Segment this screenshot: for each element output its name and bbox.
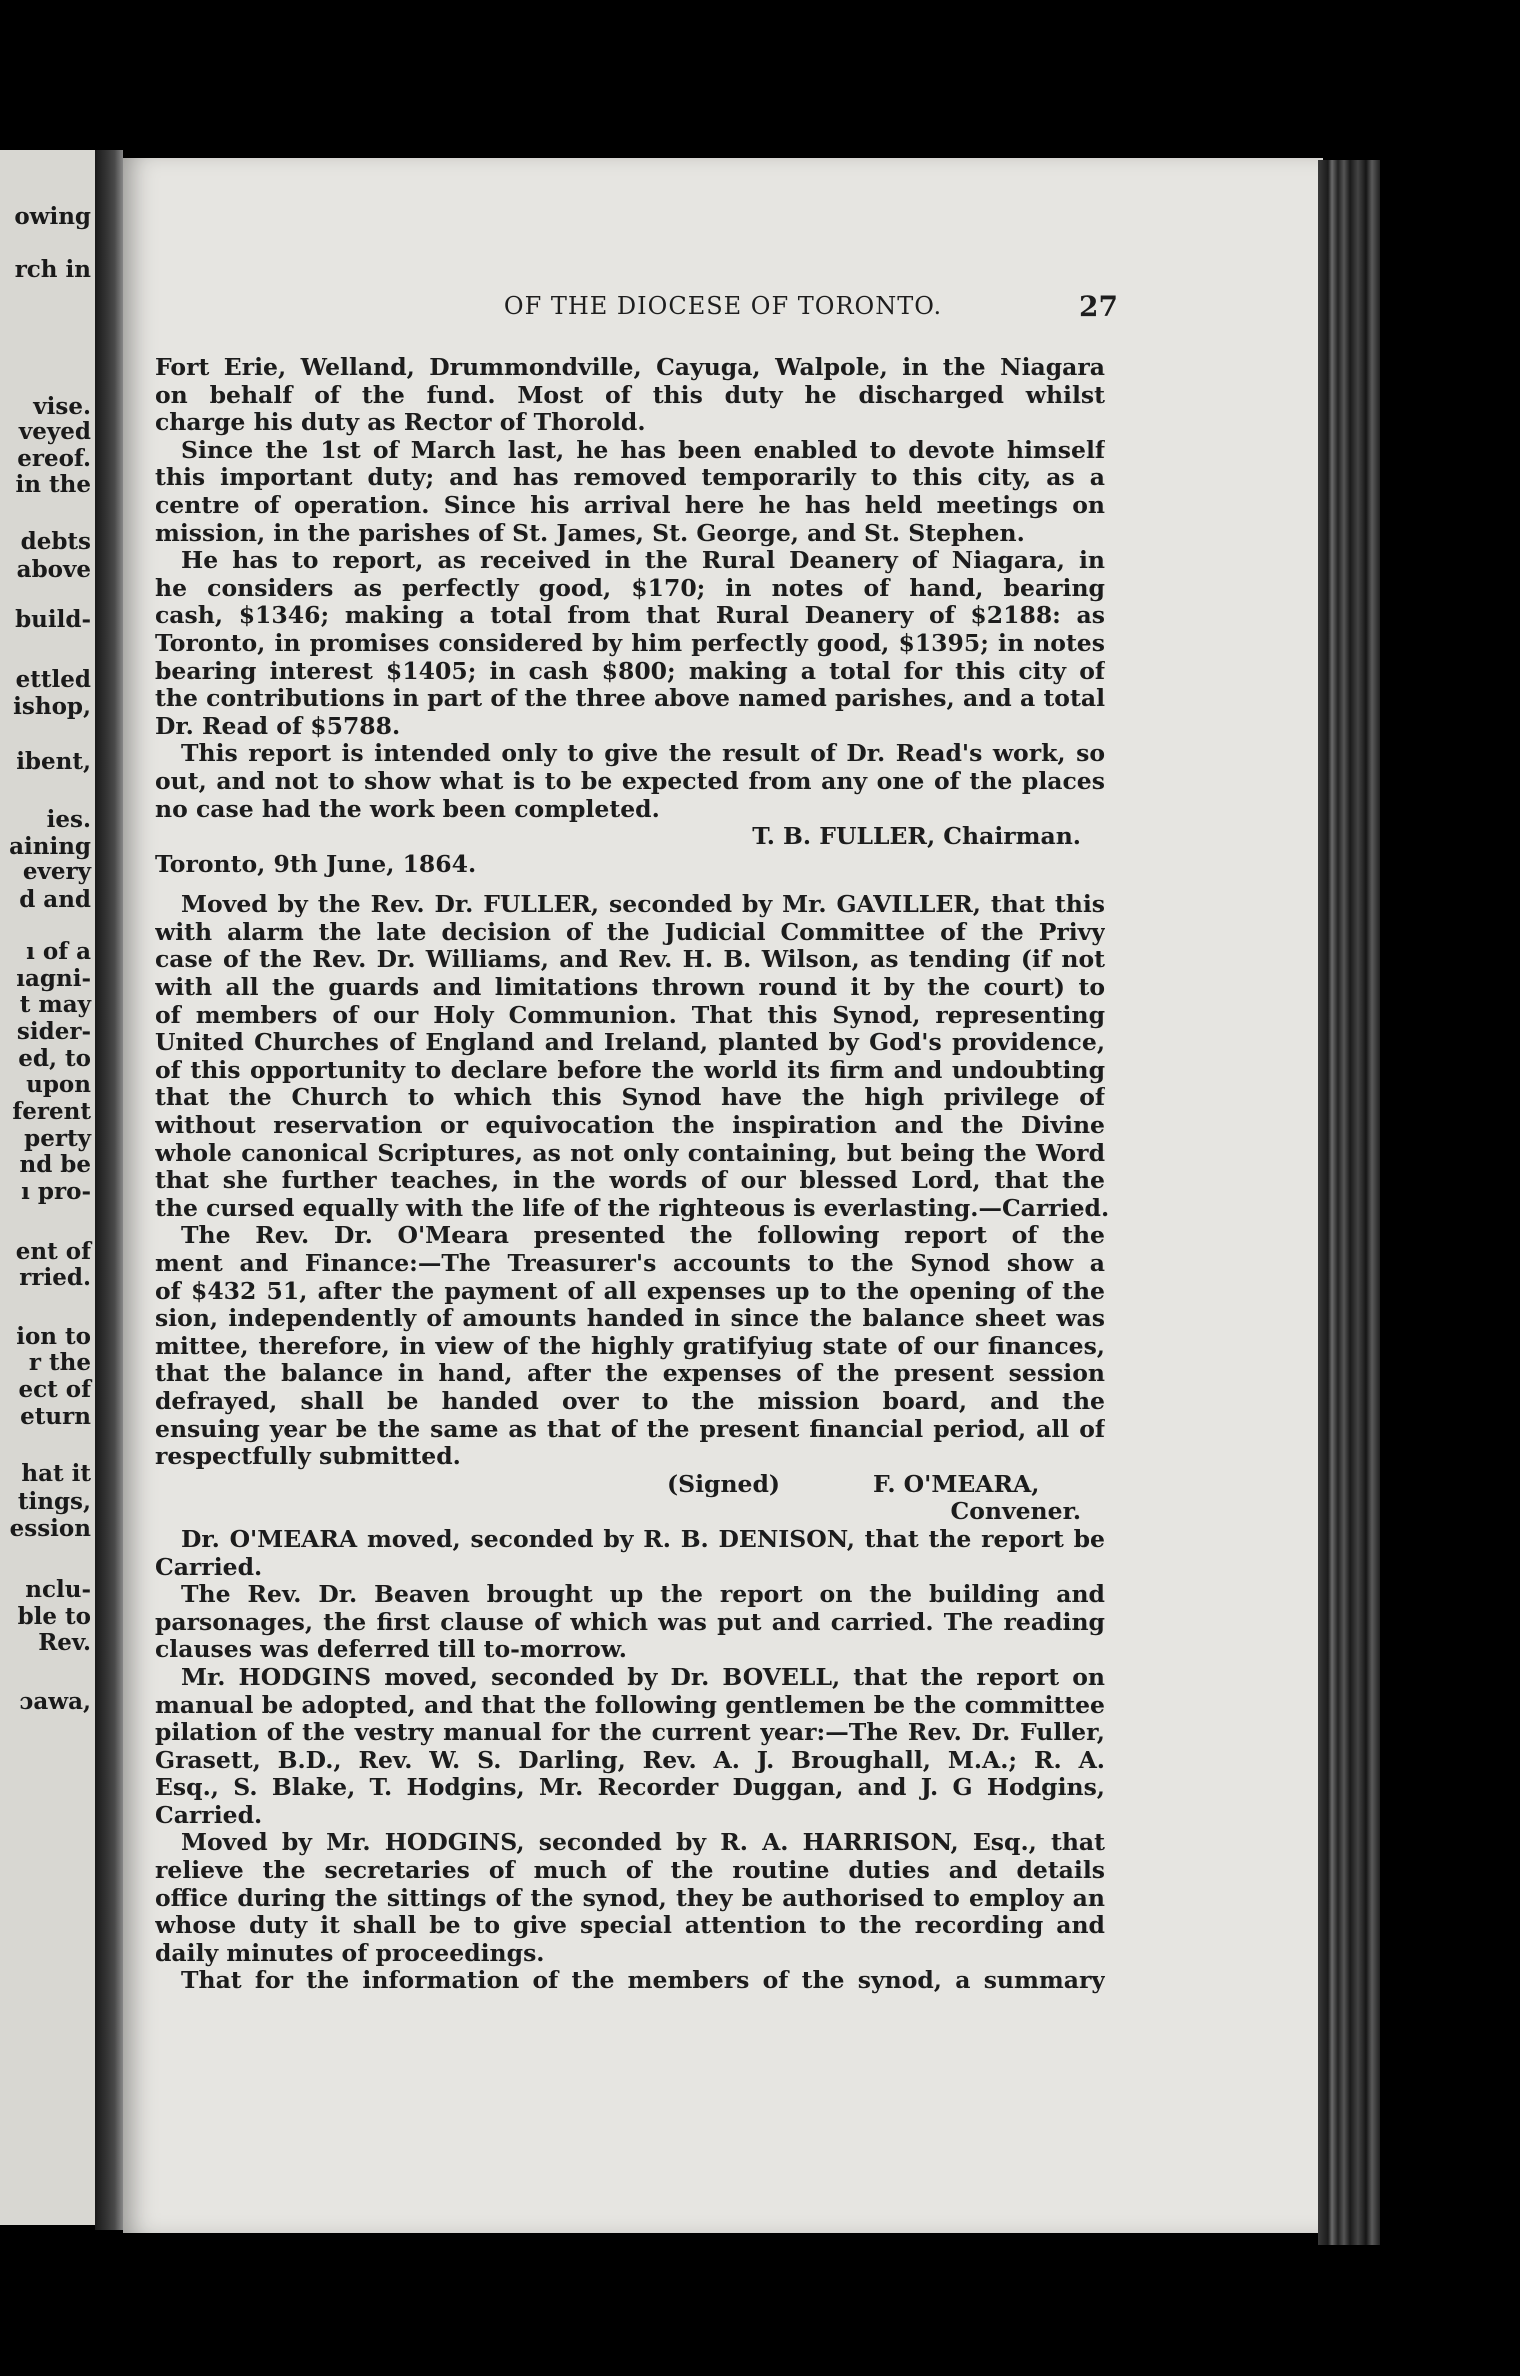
left-facing-page-fragment — [0, 150, 95, 2225]
text-line: Esq., S. Blake, T. Hodgins, Mr. Recorder Duggan, and J. G Hodgins, — [155, 1774, 1105, 1802]
text-line: respectfully submitted. — [155, 1442, 461, 1471]
text-line: whose duty it shall be to give special attention to the recording and — [155, 1912, 1105, 1940]
page-edge-stack — [1318, 160, 1380, 2245]
text-line: Fort Erie, Welland, Drummondville, Cayuga, Walpole, in the Niagara — [155, 354, 1105, 381]
text-line: cash, $1346; making a total from that Rural Deanery of $2188: as — [155, 602, 1105, 630]
left-page-text-fragment: Rev. — [38, 1629, 91, 1656]
left-page-text-fragment: hat it — [21, 1460, 91, 1487]
left-page-text-fragment: rried. — [19, 1264, 91, 1291]
left-page-text-fragment: upon — [26, 1071, 91, 1098]
left-page-text-fragment: d and — [19, 886, 91, 913]
text-line: daily minutes of proceedings. — [155, 1938, 545, 1967]
text-line: defrayed, shall be handed over to the mission board, and the — [155, 1387, 1105, 1415]
text-line: Moved by Mr. HODGINS, seconded by R. A. HARRISON, Esq., that — [181, 1829, 1105, 1857]
text-line: Since the 1st of March last, he has been enabled to devote himself — [181, 436, 1105, 464]
text-line: charge his duty as Rector of Thorold. — [155, 408, 646, 437]
left-page-text-fragment: ferent — [12, 1098, 91, 1125]
text-line: out, and not to show what is to be expected from any one of the places — [155, 767, 1105, 795]
text-line: Toronto, in promises considered by him perfectly good, $1395; in notes — [155, 629, 1105, 657]
left-page-text-fragment: ıagni- — [16, 965, 91, 992]
text-line: Grasett, B.D., Rev. W. S. Darling, Rev. A. J. Broughall, M.A.; R. A. — [155, 1746, 1105, 1774]
signatory-title: Convener. — [950, 1497, 1081, 1526]
text-line: mittee, therefore, in view of the highly gratifyiug state of our finances, — [155, 1332, 1105, 1360]
text-line: sion, independently of amounts handed in since the balance sheet was — [155, 1305, 1105, 1333]
left-page-text-fragment: ble to — [17, 1603, 91, 1630]
text-line: that the Church to which this Synod have the high privilege of — [155, 1084, 1105, 1112]
left-page-text-fragment: every — [22, 858, 91, 885]
text-line: whole canonical Scriptures, as not only containing, but being the Word — [155, 1139, 1105, 1167]
text-line: of $432 51, after the payment of all expenses up to the opening of the — [155, 1277, 1105, 1305]
text-line: Mr. HODGINS moved, seconded by Dr. BOVELL, that the report on — [181, 1663, 1105, 1691]
left-page-text-fragment: owing — [14, 203, 91, 230]
left-page-text-fragment: veyed — [18, 418, 91, 445]
text-line: Carried. — [155, 1800, 263, 1829]
left-page-text-fragment: debts — [20, 528, 91, 555]
report-date: Toronto, 9th June, 1864. — [155, 849, 477, 878]
main-page — [123, 158, 1323, 2233]
text-line: Carried. — [155, 1552, 263, 1581]
left-page-text-fragment: ɔawa, — [19, 1688, 91, 1715]
text-line: case of the Rev. Dr. Williams, and Rev. H. B. Wilson, as tending (if not — [155, 946, 1105, 974]
text-line: clauses was deferred till to-morrow. — [155, 1635, 627, 1664]
text-line: Dr. O'MEARA moved, seconded by R. B. DENISON, that the report be — [181, 1525, 1105, 1553]
text-line: of members of our Holy Communion. That this Synod, representing — [155, 1001, 1105, 1029]
left-page-text-fragment: above — [16, 556, 91, 583]
text-line: United Churches of England and Ireland, planted by God's providence, — [155, 1029, 1105, 1057]
report-signature: T. B. FULLER, Chairman. — [752, 822, 1081, 851]
left-page-text-fragment: build- — [15, 606, 91, 633]
text-line: with alarm the late decision of the Judicial Committee of the Privy — [155, 918, 1105, 946]
left-page-text-fragment: aining — [9, 833, 91, 860]
left-page-text-fragment: ı of a — [26, 938, 91, 965]
left-page-text-fragment: ishop, — [13, 693, 91, 720]
left-page-text-fragment: ect of — [18, 1376, 91, 1403]
text-line: bearing interest $1405; in cash $800; making a total for this city of — [155, 657, 1105, 685]
running-head: OF THE DIOCESE OF TORONTO. — [503, 292, 943, 320]
text-line: with all the guards and limitations thrown round it by the court) to — [155, 974, 1105, 1002]
left-page-text-fragment: ent of — [15, 1238, 91, 1265]
text-line: of this opportunity to declare before the world its firm and undoubting — [155, 1056, 1105, 1084]
left-page-text-fragment: in the — [15, 471, 91, 498]
text-line: Moved by the Rev. Dr. FULLER, seconded by Mr. GAVILLER, that this — [181, 891, 1105, 919]
page-text-body — [155, 354, 1110, 1995]
left-page-text-fragment: ion to — [16, 1323, 91, 1350]
text-line: pilation of the vestry manual for the current year:—The Rev. Dr. Fuller, — [155, 1719, 1105, 1747]
text-line: without reservation or equivocation the inspiration and the Divine — [155, 1112, 1105, 1140]
text-line: that the balance in hand, after the expenses of the present session — [155, 1360, 1105, 1388]
left-page-text-fragment: ed, to — [18, 1045, 91, 1072]
left-page-text-fragment: eturn — [20, 1403, 91, 1430]
text-line: the cursed equally with the life of the righteous is everlasting.—Carried. — [155, 1193, 1110, 1222]
left-page-text-fragment: tings, — [17, 1488, 91, 1515]
text-line: he considers as perfectly good, $170; in notes of hand, bearing — [155, 574, 1105, 602]
left-page-text-fragment: t may — [19, 991, 91, 1018]
left-page-text-fragment: ı pro- — [21, 1178, 91, 1205]
text-line: Dr. Read of $5788. — [155, 711, 401, 740]
left-page-text-fragment: ereof. — [17, 445, 91, 472]
text-line: the contributions in part of the three above named parishes, and a total — [155, 685, 1105, 713]
text-line: that she further teaches, in the words of our blessed Lord, that the — [155, 1167, 1105, 1195]
signature-line — [155, 1471, 1105, 1499]
text-line: That for the information of the members of the synod, a summary — [181, 1967, 1105, 1995]
signatory-name: F. O'MEARA, — [873, 1469, 1040, 1498]
left-page-text-fragment: sider- — [16, 1018, 91, 1045]
left-page-text-fragment: ession — [9, 1515, 91, 1542]
left-page-text-fragment: perty — [24, 1125, 91, 1152]
book-gutter-shadow — [95, 150, 123, 2230]
left-page-text-fragment: nd be — [19, 1151, 91, 1178]
left-page-text-fragment: vise. — [33, 393, 91, 420]
text-line: manual be adopted, and that the following gentlemen be the committee — [155, 1691, 1105, 1719]
text-line: parsonages, the first clause of which was put and carried. The reading — [155, 1608, 1105, 1636]
text-line: ensuing year be the same as that of the present financial period, all of — [155, 1415, 1105, 1443]
left-page-text-fragment: r the — [28, 1349, 91, 1376]
left-page-text-fragment: ettled — [15, 666, 91, 693]
text-line: ment and Finance:—The Treasurer's accounts to the Synod show a — [155, 1250, 1105, 1277]
text-line: He has to report, as received in the Rural Deanery of Niagara, in — [181, 547, 1105, 575]
text-line: relieve the secretaries of much of the routine duties and details — [155, 1857, 1105, 1885]
text-line: office during the sittings of the synod, they be authorised to employ an — [155, 1884, 1105, 1912]
left-page-text-fragment: rch in — [14, 256, 91, 283]
text-line: no case had the work been completed. — [155, 794, 660, 823]
text-line: The Rev. Dr. O'Meara presented the following report of the — [181, 1222, 1105, 1250]
page-number: 27 — [1079, 290, 1118, 323]
text-line: The Rev. Dr. Beaven brought up the report on the building and — [181, 1581, 1105, 1609]
text-line: centre of operation. Since his arrival here he has held meetings on — [155, 491, 1105, 519]
text-line: This report is intended only to give the result of Dr. Read's work, so — [181, 740, 1105, 768]
text-line: this important duty; and has removed temporarily to this city, as a — [155, 464, 1105, 492]
text-line: on behalf of the fund. Most of this duty he discharged whilst — [155, 381, 1105, 409]
left-page-text-fragment: ibent, — [16, 748, 91, 775]
spacer — [155, 878, 1105, 891]
left-page-text-fragment: nclu- — [25, 1576, 91, 1603]
text-line: mission, in the parishes of St. James, St. George, and St. Stephen. — [155, 518, 1025, 547]
signed-label: (Signed) — [667, 1469, 781, 1498]
left-page-text-fragment: ies. — [46, 806, 91, 833]
